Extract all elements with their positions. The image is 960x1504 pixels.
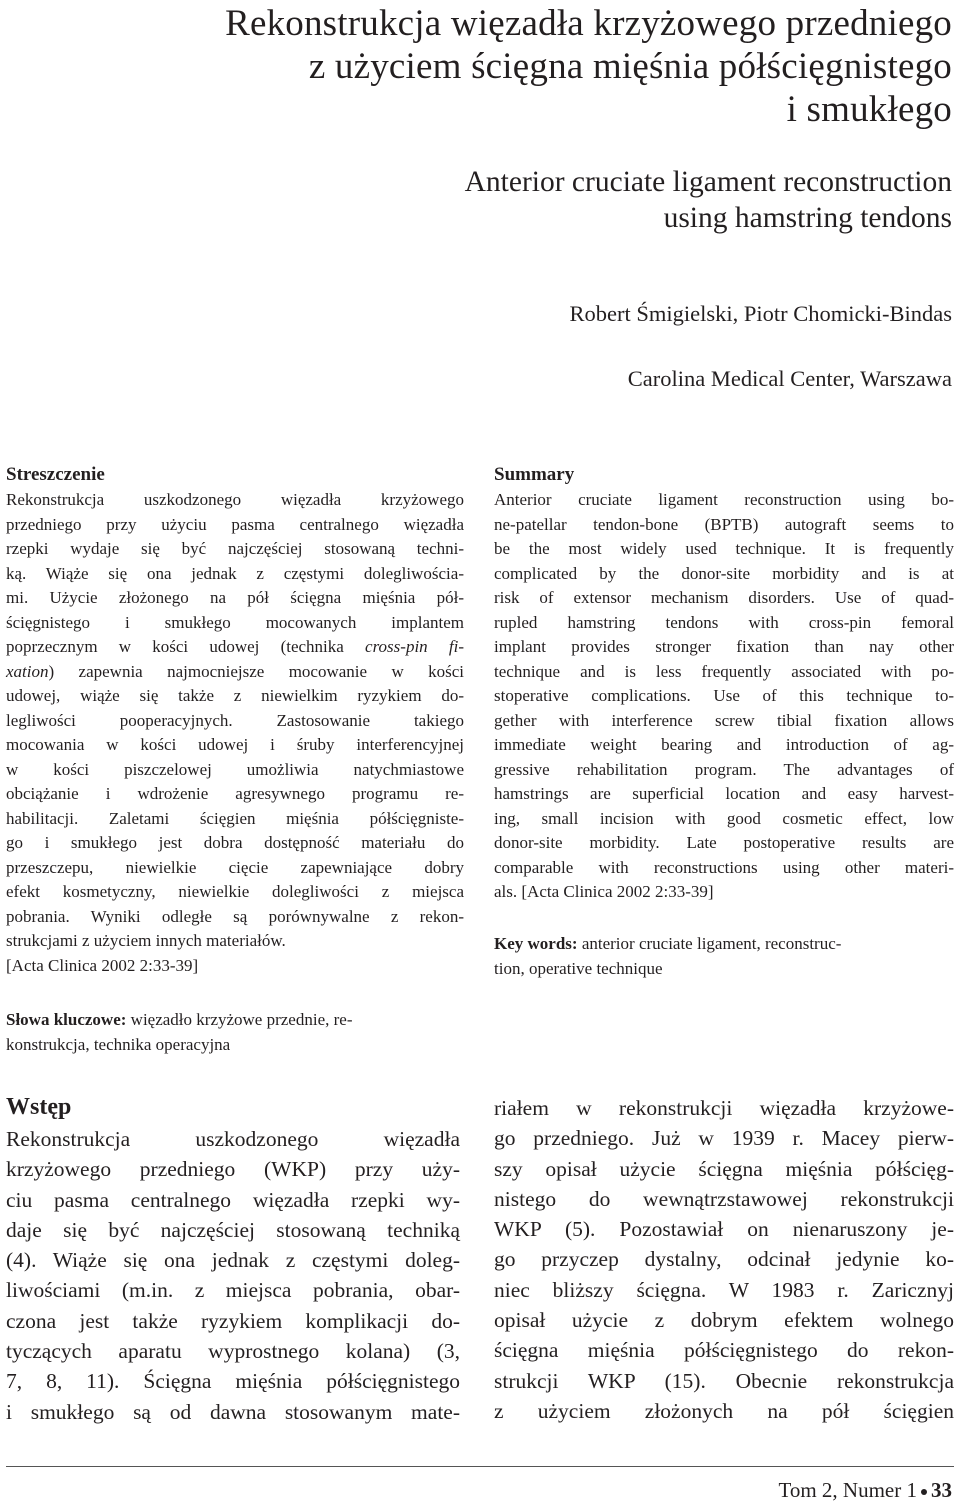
bullet-icon [921,1489,927,1495]
body-line: z użyciem złożonych na pół ścięgien [494,1398,954,1423]
abstract-english [494,462,954,905]
english-title-line-2: using hamstring tendons [663,202,952,234]
summary-heading: Summary [494,464,575,485]
abstract-line: habilitacji. Zaletami ścięgien mięśnia półścięgniste- [6,808,464,828]
keywords-line [494,932,954,957]
abstract-line: rzepki wydaje się być najczęściej stosowaną techni- [6,539,464,558]
body-line: ścięgna mięśnia półścięgnistego do rekon- [494,1338,954,1363]
body-line: go przyczep dystalny, odcinał jedynie ko- [494,1247,954,1272]
abstract-line: go i smukłego jest dobra dostępność materiału do [6,833,464,852]
abstract-line: w kości piszczelowej umożliwia natychmiastowe [6,759,464,779]
intro-left-column [6,1090,460,1427]
summary-line: technique and is less frequently associated with po- [494,661,954,681]
body-line: czona jest także ryzykiem komplikacji do- [6,1308,460,1333]
body-line: liwościami (m.in. z miejsca pobrania, obar- [6,1278,460,1303]
keywords-label: Słowa kluczowe: [6,1010,127,1029]
summary-line: ing, small incision with good cosmetic effect, low [494,808,954,828]
italic-term: xation [6,661,49,681]
abstract-line: obciążanie i wdrożenie agresywnego programu re- [6,784,464,803]
abstract-line: udowej, wiąże się także z niewielkim ryzykiem do- [6,686,464,705]
summary-line: gether with interference screw tibial fixation allows [494,710,954,730]
italic-term: cross-pin fi- [365,637,464,656]
summary-line: stoperative complications. Use of this technique to- [494,686,954,705]
abstract-line: Rekonstrukcja uszkodzonego więzadła krzyżowego [6,490,464,509]
abstract-polish [6,462,464,978]
summary-line: complicated by the donor-site morbidity and is at [494,563,954,583]
article-title [22,2,952,131]
abstract-line: przeszczepu, niewielkie cięcie zapewniające dobry [6,857,464,877]
page-footer [778,1476,952,1504]
keywords-label: Key words: [494,934,578,953]
body-line: i smukłego są od dawna stosowanym mate- [6,1399,460,1424]
body-line: opisał użycie z dobrym efektem wolnego [494,1308,954,1333]
body-line: (4). Wiąże się ona jednak z częstymi doleg- [6,1248,460,1273]
body-line: tyczących aparatu wyprostnego kolana) (3, [6,1339,460,1364]
summary-line: gressive rehabilitation program. The advantages of [494,759,954,779]
page-number: 33 [931,1478,952,1502]
summary-line: risk of extensor mechanism disorders. Use of quad- [494,588,954,607]
summary-line: immediate weight bearing and introduction of ag- [494,735,954,754]
abstract-line: ścięgnistego i smukłego mocowanych implantem [6,612,464,632]
summary-line: als. [Acta Clinica 2002 2:33-39] [494,882,714,901]
title-line-3: i smukłego [786,89,952,130]
summary-line: donor-site morbidity. Late postoperative results are [494,833,954,852]
body-line: daje się być najczęściej stosowaną techniką [6,1217,460,1242]
title-line-2: z użyciem ścięgna mięśnia półścięgnistego [308,46,952,87]
english-title-line-1: Anterior cruciate ligament reconstruction [464,166,952,198]
keywords-english [494,932,954,981]
summary-line: hamstrings are superficial location and easy harvest- [494,784,954,803]
keywords-text: konstrukcja, technika operacyjna [6,1034,231,1054]
summary-line: Anterior cruciate ligament reconstruction using bo- [494,490,954,509]
body-line: WKP (5). Pozostawiał on nienaruszony je- [494,1217,954,1242]
abstract-citation: [Acta Clinica 2002 2:33-39] [6,955,199,975]
body-line: szy opisał użycie ścięgna mięśnia półścięg- [494,1156,954,1181]
title-line-1: Rekonstrukcja więzadła krzyżowego przedniego [225,3,952,44]
summary-line: comparable with reconstructions using other materi- [494,857,954,877]
abstract-line: pobrania. Wyniki odległe są porównywalne z rekon- [6,906,464,926]
body-line: 7, 8, 11). Ścięgna mięśnia półścięgnistego [6,1369,460,1394]
keywords-text: anterior cruciate ligament, reconstruc- [577,934,842,953]
keywords-text: tion, operative technique [494,958,663,978]
journal-volume: Tom 2, Numer 1 [778,1478,917,1502]
summary-line: be the most widely used technique. It is frequently [494,539,954,558]
abstract-line: ką. Wiąże się ona jednak z częstymi dolegliwościa- [6,563,464,583]
body-line: strukcji WKP (15). Obecnie rekonstrukcja [494,1368,954,1393]
summary-line: implant provides stronger fixation than nay other [494,637,954,656]
body-line: niec bliższy ścięgna. W 1983 r. Zaricznyj [494,1277,954,1302]
abstract-line: przedniego przy użyciu pasma centralnego więzadła [6,514,464,534]
body-line: go przedniego. Już w 1939 r. Macey pierw- [494,1126,954,1151]
body-line: riałem w rekonstrukcji więzadła krzyżowe- [494,1096,954,1120]
keywords-polish [6,1008,464,1057]
affiliation: Carolina Medical Center, Warszawa [627,366,952,391]
streszczenie-heading: Streszczenie [6,464,105,485]
abstract-line [6,635,464,660]
body-line: nistego do wewnątrzstawowej rekonstrukcji [494,1186,954,1211]
abstract-line: legliwości pooperacyjnych. Zastosowanie takiego [6,710,464,730]
abstract-text: poprzecznym w kości udowej (technika [6,637,366,656]
body-line: krzyżowego przedniego (WKP) przy uży- [6,1157,460,1182]
summary-line: rupled hamstring tendons with cross-pin femoral [494,612,954,632]
abstract-text: ) zapewnia najmocniejsze mocowanie w kości [48,661,464,681]
abstract-line: efekt kosmetyczny, niewielkie dolegliwości z miejsca [6,882,464,901]
summary-line: ne-patellar tendon-bone (BPTB) autograft seems to [494,514,954,534]
english-title [52,164,952,236]
footer-rule [6,1466,954,1467]
abstract-line: strukcjami z użyciem innych materiałów. [6,931,286,950]
authors: Robert Śmigielski, Piotr Chomicki-Bindas [569,301,952,326]
abstract-line [6,660,464,685]
body-line: ciu pasma centralnego więzadła rzepki wy- [6,1187,460,1212]
wstep-heading: Wstęp [6,1094,72,1120]
keywords-line [6,1008,464,1033]
keywords-text: więzadło krzyżowe przednie, re- [126,1010,353,1029]
abstract-line: mocowania w kości udowej i śruby interferencyjnej [6,735,464,754]
body-line: Rekonstrukcja uszkodzonego więzadła [6,1127,460,1151]
abstract-line: mi. Użycie złożonego na pół ścięgna mięśnia pół- [6,588,464,607]
intro-right-column [494,1093,954,1426]
